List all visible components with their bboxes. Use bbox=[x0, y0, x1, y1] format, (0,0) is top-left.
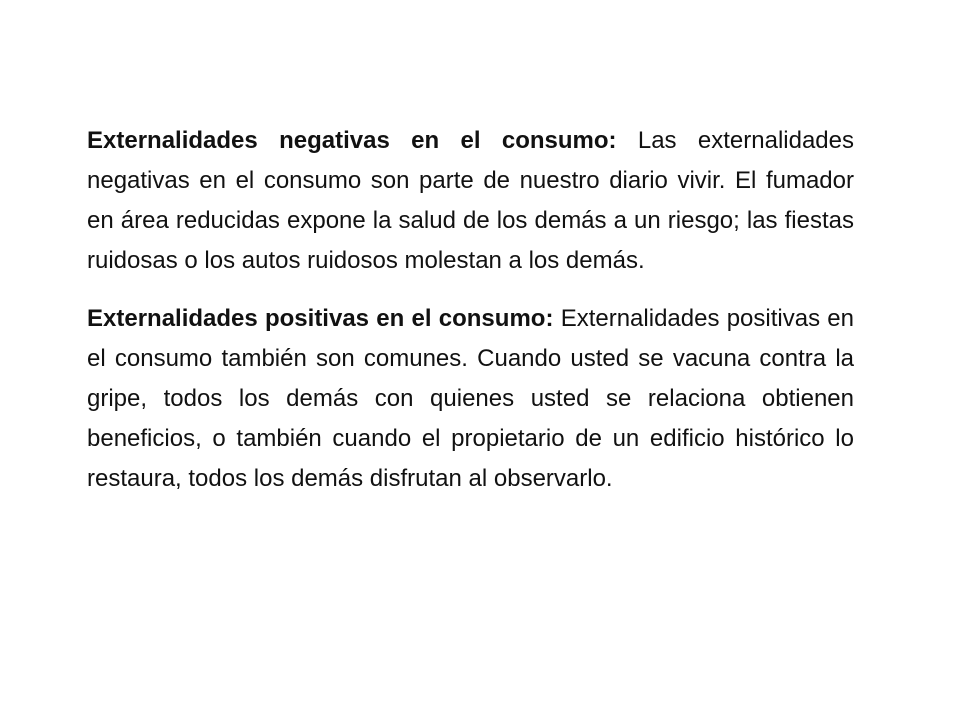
paragraph-negative-externalities bbox=[87, 121, 854, 281]
paragraph-heading-negative: Externalidades negativas en el consumo: bbox=[87, 127, 617, 154]
paragraph-positive-externalities bbox=[87, 299, 854, 499]
paragraph-text-positive: Externalidades positivas en el consumo también son comunes. Cuando usted se vacuna contra la gripe, todos los demás con quienes usted se relaciona obtienen beneficios, o también cuando el propietario de un edificio histórico lo restaura, todos los demás disfrutan al observarlo. bbox=[87, 305, 855, 492]
paragraph-heading-positive: Externalidades positivas en el consumo: bbox=[87, 305, 554, 332]
slide-body bbox=[87, 121, 854, 517]
paragraph-text-negative: Las externalidades negativas en el consumo son parte de nuestro diario vivir. El fumador en área reducidas expone la salud de los demás a un riesgo; las fiestas ruidosas o los autos ruidosos molestan a los demás. bbox=[87, 127, 854, 274]
